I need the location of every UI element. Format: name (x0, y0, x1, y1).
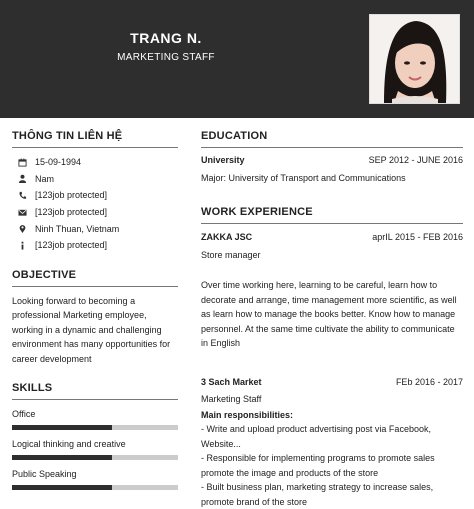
contact-email-text: [123job protected] (35, 207, 108, 218)
envelope-icon (16, 206, 28, 218)
skill-item-public-speaking (12, 469, 178, 490)
job-dates: FEb 2016 - 2017 (395, 376, 463, 387)
skills-section-title: SKILLS (12, 382, 178, 400)
objective-section-title: OBJECTIVE (12, 269, 178, 287)
candidate-role: MARKETING STAFF (117, 52, 215, 63)
education-dates: SEP 2012 - JUNE 2016 (368, 155, 463, 165)
skill-label: Office (12, 409, 36, 420)
right-column (201, 130, 463, 509)
person-icon (16, 173, 28, 185)
education-school: University (201, 155, 245, 165)
calendar-icon (16, 156, 28, 168)
skill-label: Public Speaking (12, 469, 77, 480)
skill-bar (12, 485, 178, 490)
resume-header (0, 0, 474, 118)
job-responsibility-item: - Responsible for implementing programs to promote sales promote the image and products of the store (201, 453, 435, 478)
education-row (201, 155, 463, 165)
job-position: Marketing Staff (201, 393, 262, 404)
job-zakka-header (201, 232, 463, 242)
contact-gender-text: Nam (35, 173, 55, 184)
map-pin-icon (16, 223, 28, 235)
contact-phone-text: [123job protected] (35, 190, 108, 201)
contact-phone (12, 187, 178, 204)
contact-section-title: THÔNG TIN LIÊN HỆ (12, 130, 178, 148)
contact-address (12, 220, 178, 237)
job-responsibility-item: - Built business plan, marketing strategy to increase sales, promote brand of the store (201, 482, 434, 507)
job-dates: aprIL 2015 - FEB 2016 (372, 232, 463, 242)
job-3sach-header (201, 377, 463, 387)
profile-photo (369, 14, 460, 104)
contact-email (12, 204, 178, 221)
skill-item-office (12, 409, 178, 430)
job-position: Store manager (201, 250, 261, 260)
left-column (12, 130, 178, 490)
skill-bar-fill (12, 485, 112, 490)
candidate-name: TRANG N. (130, 30, 202, 46)
contact-birthdate-text: 15-09-1994 (35, 157, 82, 168)
job-company: ZAKKA JSC (201, 232, 253, 242)
profile-photo-image (370, 15, 459, 103)
phone-icon (16, 189, 28, 201)
job-description: Over time working here, learning to be careful, learn how to decorate and arrange, time management more scientific, as well as learn how to manage the books better. Know how to manage personnel. At the same time cultivate the ability to communicate in English (201, 280, 457, 348)
skill-item-logical-thinking (12, 439, 178, 460)
education-section-title: EDUCATION (201, 130, 463, 148)
contact-birthdate (12, 154, 178, 171)
contact-website (12, 237, 178, 254)
job-company: 3 Sach Market (201, 376, 262, 387)
skill-label: Logical thinking and creative (12, 439, 126, 450)
skill-bar (12, 425, 178, 430)
objective-text: Looking forward to becoming a professional Marketing employee, working in a dynamic and challenging environment has many opportunities for career development (12, 295, 171, 364)
contact-gender (12, 171, 178, 188)
job-responsibility-item: - Write and upload product advertising post via Facebook, Website... (201, 424, 431, 449)
contact-address-text: Ninh Thuan, Vietnam (35, 223, 120, 234)
contact-list (12, 154, 178, 254)
contact-website-text: [123job protected] (35, 240, 108, 251)
work-section-title: WORK EXPERIENCE (201, 206, 463, 224)
info-icon (16, 239, 28, 251)
skill-bar-fill (12, 425, 112, 430)
job-responsibilities-title: Main responsibilities: (201, 409, 294, 420)
education-major: Major: University of Transport and Communications (201, 173, 406, 183)
skill-bar-fill (12, 455, 112, 460)
skill-bar (12, 455, 178, 460)
